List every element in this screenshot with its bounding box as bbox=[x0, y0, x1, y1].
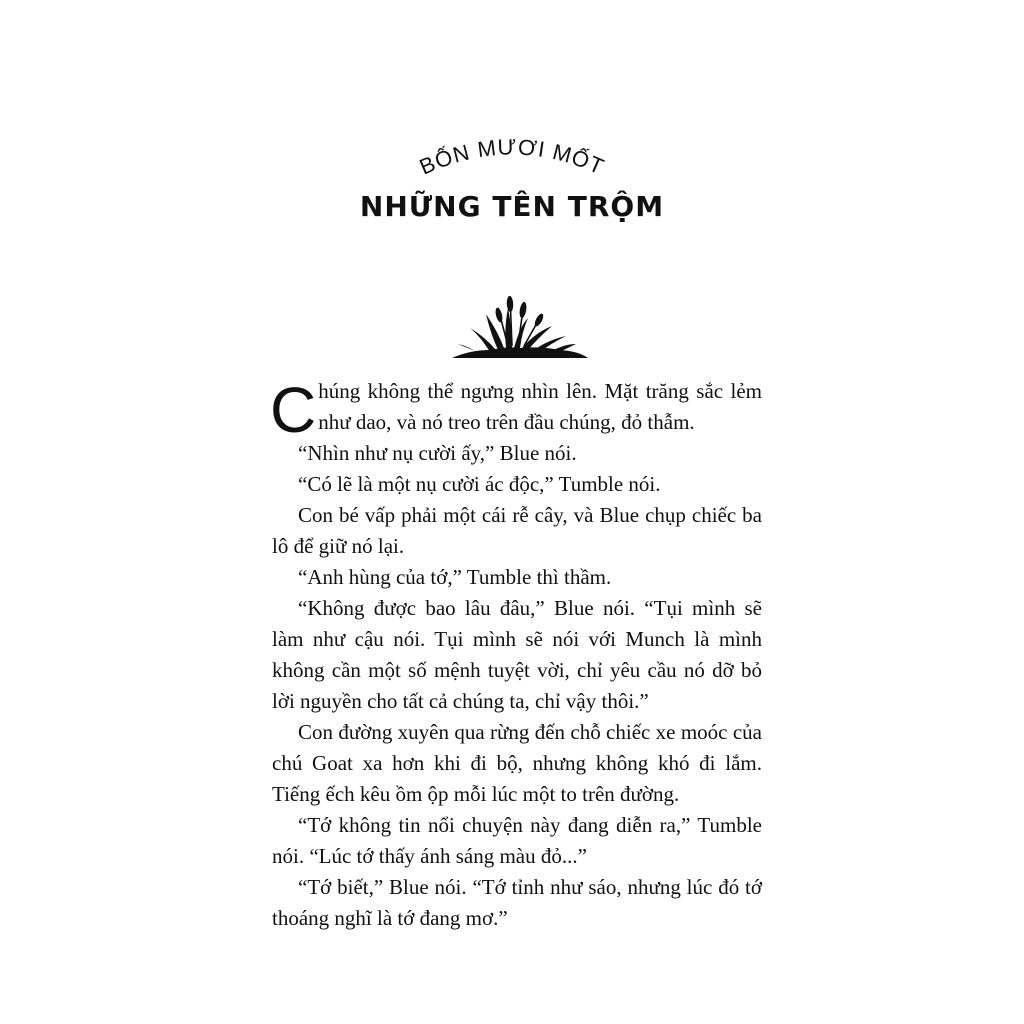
paragraph-8: “Tớ không tin nổi chuyện này đang diễn ra,” Tumble nói. “Lúc tớ thấy ánh sáng màu đỏ...” bbox=[272, 813, 762, 868]
cattail-reeds-icon bbox=[450, 288, 590, 362]
paragraph-3: “Có lẽ là một nụ cười ác độc,” Tumble nói. bbox=[298, 472, 661, 496]
chapter-title: NHỮNG TÊN TRỘM bbox=[359, 190, 665, 223]
paragraph-2: “Nhìn như nụ cười ấy,” Blue nói. bbox=[298, 441, 577, 465]
chapter-body bbox=[272, 376, 762, 934]
chapter-number-label: BỐN MƯƠI MỐT bbox=[415, 134, 609, 180]
chapter-number-arc bbox=[402, 126, 622, 186]
paragraph-5: “Anh hùng của tớ,” Tumble thì thầm. bbox=[298, 565, 612, 589]
paragraph-9: “Tớ biết,” Blue nói. “Tớ tỉnh như sáo, nhưng lúc đó tớ thoáng nghĩ là tớ đang mơ.” bbox=[272, 875, 762, 930]
paragraph-7: Con đường xuyên qua rừng đến chỗ chiếc xe moóc của chú Goat xa hơn khi đi bộ, nhưng không khó đi lắm. Tiếng ếch kêu ồm ộp mỗi lúc một to trên đường. bbox=[272, 720, 762, 806]
paragraph-4: Con bé vấp phải một cái rễ cây, và Blue chụp chiếc ba lô để giữ nó lại. bbox=[272, 503, 762, 558]
paragraph-1: Chúng không thể ngưng nhìn lên. Mặt trăng sắc lẻm như dao, và nó treo trên đầu chúng, đỏ thẫm. bbox=[270, 374, 762, 446]
drop-cap: C bbox=[270, 374, 317, 446]
paragraph-6: “Không được bao lâu đâu,” Blue nói. “Tụi mình sẽ làm như cậu nói. Tụi mình sẽ nói với Munch là mình không cần một số mệnh tuyệt vời, chỉ yêu cầu nó dỡ bỏ lời nguyền cho tất cả chúng ta, chỉ vậy thôi.” bbox=[272, 596, 762, 713]
